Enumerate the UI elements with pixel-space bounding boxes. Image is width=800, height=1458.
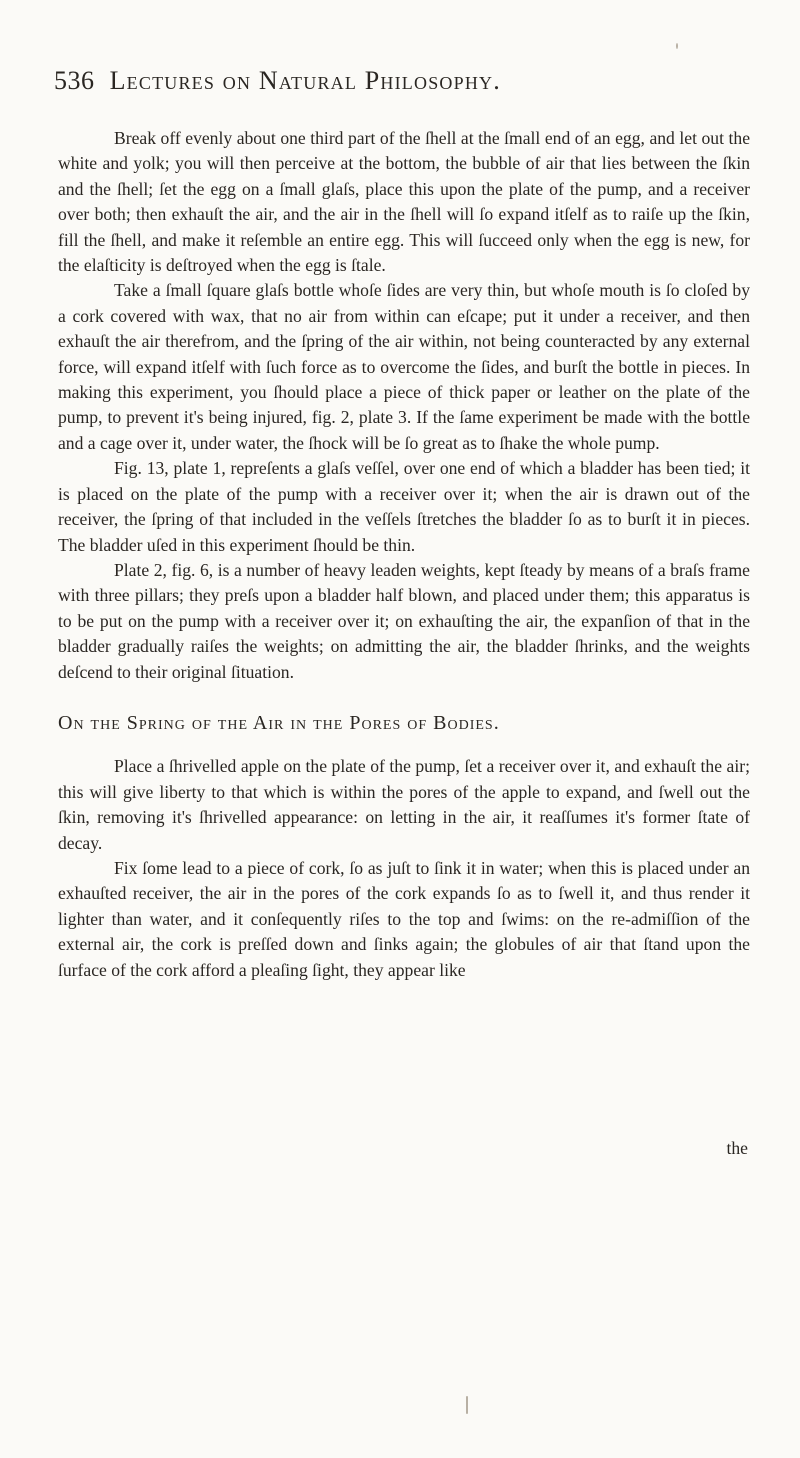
paragraph-leaden-weights: Plate 2, fig. 6, is a number of heavy leaden weights, kept ſteady by means of a braſs frame with three pillars; they preſs upon a bladder half blown, and placed under them; this apparatus is to be put on the pump with a receiver over it; on exhauſting the air, the expanſion of that in the bladder gradually raiſes the weights; on admitting the air, the bladder ſhrinks, and the weights deſcend to their original ſituation. (58, 559, 750, 682)
paragraph-shrivelled-apple: Place a ſhrivelled apple on the plate of the pump, ſet a receiver over it, and exhauſt the air; this will give liberty to that which is within the pores of the apple to expand, and ſwell out the ſkin, removing it's ſhrivelled appearance: on letting in the air, it reaſſumes it's former ſtate of decay. (58, 756, 750, 853)
body-text (58, 126, 750, 983)
catchword: the (726, 1138, 748, 1158)
section-heading: On the Spring of the Air in the Pores of Bodies. (58, 711, 500, 734)
paragraph-bottle-experiment: Take a ſmall ſquare glaſs bottle whoſe ſides are very thin, but whoſe mouth is ſo cloſed by a cork covered with wax, that no air from within can eſcape; put it under a receiver, and then exhauſt the air therefrom, and the ſpring of the air within, not being counteracted by any external force, will expand itſelf with ſuch force as to overcome the ſides, and burſt the bottle in pieces. In making this experiment, you ſhould place a piece of thick paper or leather on the plate of the pump, to prevent it's being injured, fig. 2, plate 3. If the ſame experiment be made with the bottle and a cage over it, under water, the ſhock will be ſo great as to ſhake the whole pump. (58, 280, 750, 453)
page-header (54, 66, 674, 112)
paragraph-bladder-vessel: Fig. 13, plate 1, repreſents a glaſs veſſel, over one end of which a bladder has been tied; it is placed on the plate of the pump with a receiver over it; when the air is drawn out of the receiver, the ſpring of that included in the veſſels ſtretches the bladder ſo as to burſt it in pieces. The bladder uſed in this experiment ſhould be thin. (58, 458, 750, 555)
paper-speck (676, 43, 678, 49)
paper-speck (466, 1396, 468, 1414)
paragraph-egg-experiment: Break off evenly about one third part of the ſhell at the ſmall end of an egg, and let out the white and yolk; you will then perceive at the bottom, the bubble of air that lies between the ſkin and the ſhell; ſet the egg on a ſmall glaſs, place this upon the plate of the pump, and a receiver over both; then exhauſt the air, and the air in the ſhell will ſo expand itſelf as to raiſe up the ſkin, fill the ſhell, and make it reſemble an entire egg. This will ſucceed only when the egg is new, for the elaſticity is deſtroyed when the egg is ſtale. (58, 128, 750, 276)
running-title: Lectures on Natural Philosophy. (109, 66, 501, 95)
paragraph-cork-experiment: Fix ſome lead to a piece of cork, ſo as juſt to ſink it in water; when this is placed under an exhauſted receiver, the air in the pores of the cork expands ſo as to ſwell it, and thus render it lighter than water, and it conſequently riſes to the top and ſwims: on the re-admiſſion of the external air, the cork is preſſed down and ſinks again; the globules of air that ſtand upon the ſurface of the cork afford a pleaſing ſight, they appear like (58, 857, 750, 980)
page-number: 536 (54, 66, 95, 95)
